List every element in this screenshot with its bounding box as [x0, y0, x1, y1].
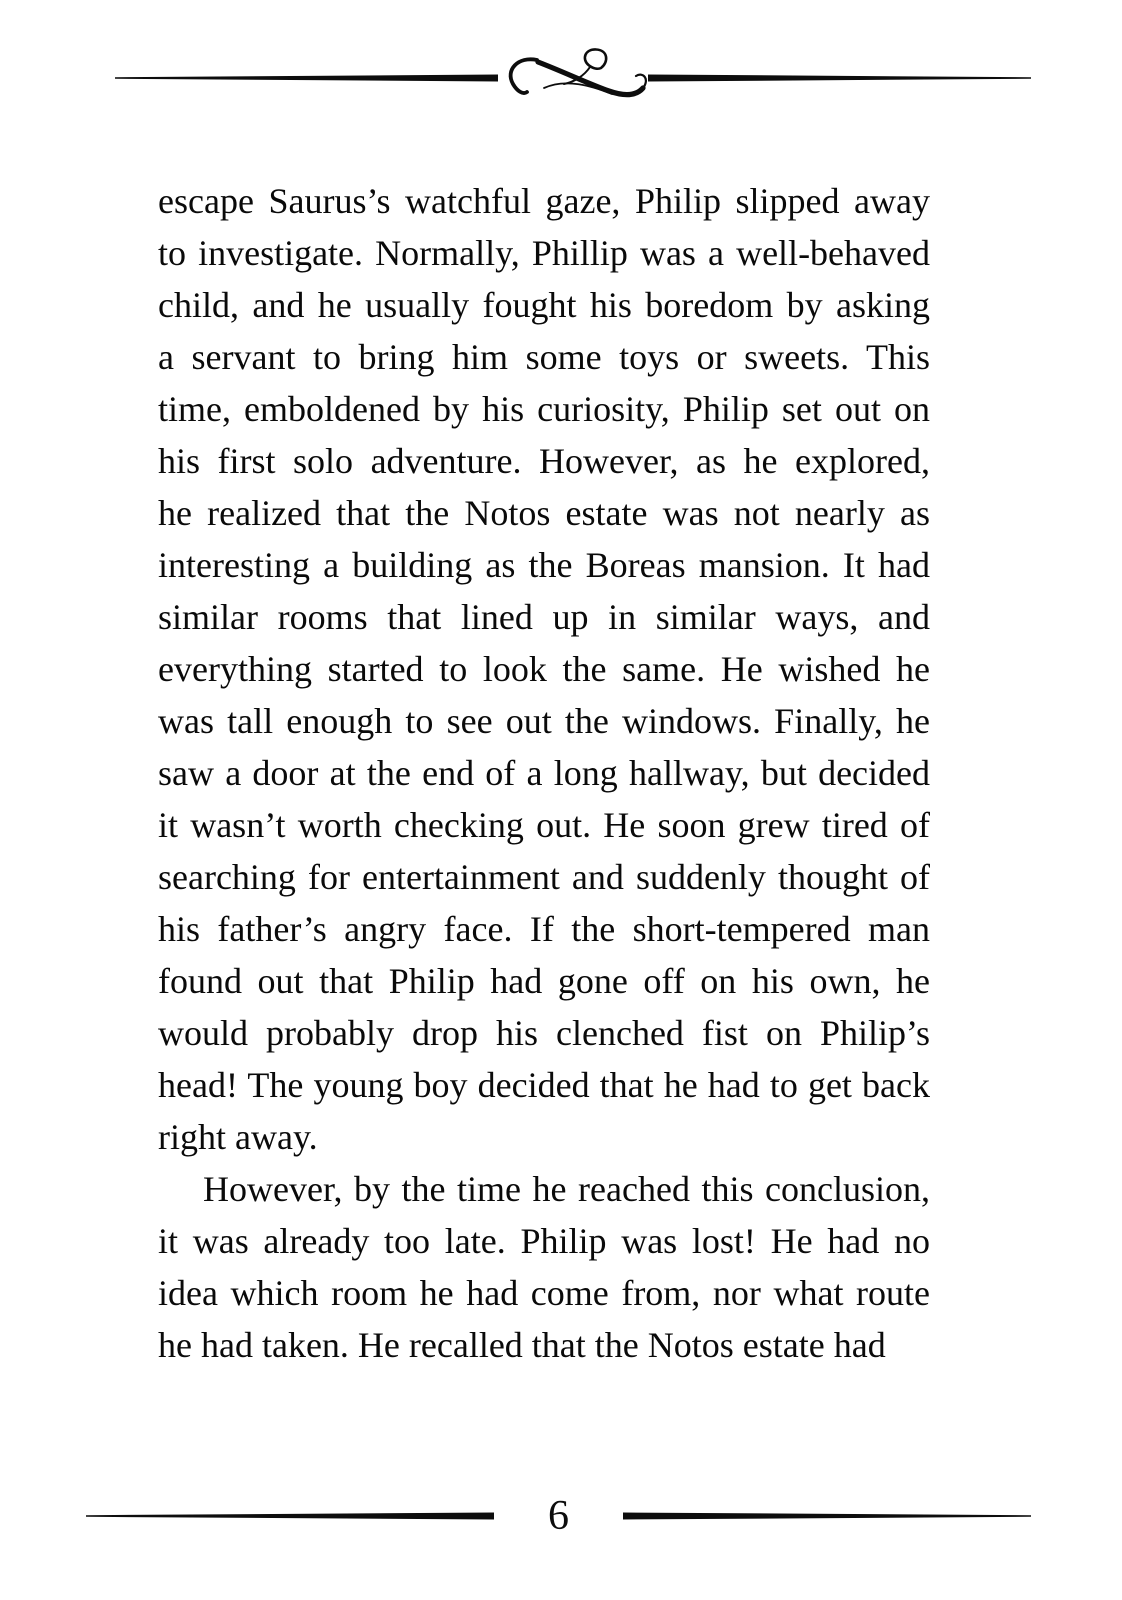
header-rule-right — [648, 74, 1031, 82]
text-line: similar rooms that lined up in similar ways, and — [158, 597, 930, 637]
paragraph-2 — [158, 1163, 930, 1371]
text-line: was tall enough to see out the windows. Finally, he — [158, 701, 930, 741]
text-line: it wasn’t worth checking out. He soon grew tired of — [158, 805, 930, 845]
text-line: he realized that the Notos estate was not nearly as — [158, 493, 930, 533]
text-line: time, emboldened by his curiosity, Philip set out on — [158, 389, 930, 429]
text-line: idea which room he had come from, nor what route — [158, 1273, 930, 1313]
calligraphic-flourish-icon — [504, 46, 674, 110]
text-line: However, by the time he reached this conclusion, — [203, 1169, 930, 1209]
header-rule-left — [115, 74, 498, 82]
text-line: to investigate. Normally, Phillip was a well-behaved — [158, 233, 930, 273]
paragraph-1 — [158, 175, 930, 1163]
page-number: 6 — [548, 1493, 569, 1539]
text-line: his father’s angry face. If the short-tempered man — [158, 909, 930, 949]
text-line: head! The young boy decided that he had to get back — [158, 1065, 930, 1105]
page-footer — [86, 1492, 1031, 1540]
text-line: searching for entertainment and suddenly thought of — [158, 857, 930, 897]
text-line: his first solo adventure. However, as he explored, — [158, 441, 930, 481]
text-line: he had taken. He recalled that the Notos estate had — [158, 1325, 886, 1365]
text-line: right away. — [158, 1117, 318, 1157]
text-line: found out that Philip had gone off on his own, he — [158, 961, 930, 1001]
text-line: a servant to bring him some toys or sweets. This — [158, 337, 930, 377]
text-line: everything started to look the same. He wished he — [158, 649, 930, 689]
text-line: it was already too late. Philip was lost! He had no — [158, 1221, 930, 1261]
header-ornament — [115, 40, 1031, 116]
body-text — [158, 175, 930, 1371]
footer-rule-right — [623, 1512, 1031, 1520]
text-line: escape Saurus’s watchful gaze, Philip slipped away — [158, 181, 930, 221]
text-line: interesting a building as the Boreas mansion. It had — [158, 545, 930, 585]
text-line: would probably drop his clenched fist on Philip’s — [158, 1013, 930, 1053]
text-line: saw a door at the end of a long hallway, but decided — [158, 753, 930, 793]
text-line: child, and he usually fought his boredom by asking — [158, 285, 930, 325]
footer-rule-left — [86, 1512, 494, 1520]
